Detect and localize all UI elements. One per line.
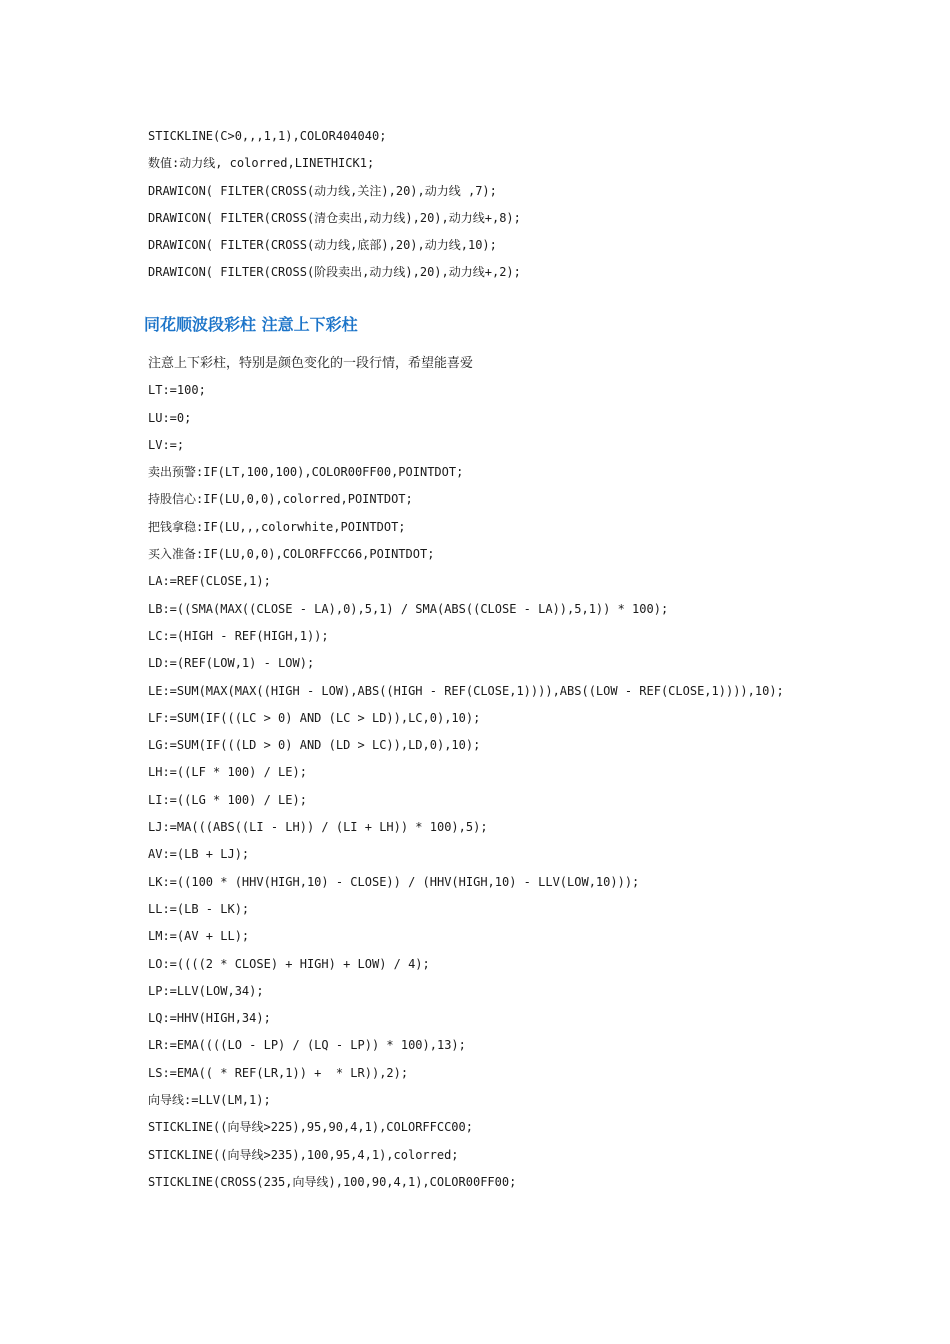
code-line: 卖出预警:IF(LT,100,100),COLOR00FF00,POINTDOT; (148, 465, 464, 480)
code-line: LT:=100; (148, 383, 206, 398)
code-line: LL:=(LB - LK); (148, 901, 250, 916)
code-line: LS:=EMA(( * REF(LR,1)) + * LR)),2); (148, 1065, 409, 1080)
code-line: DRAWICON( FILTER(CROSS(动力线,底部),20),动力线,10); (148, 238, 497, 253)
code-line: STICKLINE((向导线>235),100,95,4,1),colorred; (148, 1147, 459, 1162)
code-line: LM:=(AV + LL); (148, 929, 250, 944)
code-line: LV:=; (148, 437, 185, 452)
code-line: LE:=SUM(MAX(MAX((HIGH - LOW),ABS((HIGH - REF(CLOSE,1)))),ABS((LOW - REF(CLOSE,1)))),10); (148, 683, 784, 698)
code-line: 数值:动力线, colorred,LINETHICK1; (148, 156, 375, 171)
code-line: STICKLINE((向导线>225),95,90,4,1),COLORFFCC00; (148, 1120, 473, 1135)
formula-code-block-1 (148, 123, 908, 287)
code-line: 向导线:=LLV(LM,1); (148, 1093, 271, 1108)
code-line: 买入准备:IF(LU,0,0),COLORFFCC66,POINTDOT; (148, 547, 435, 562)
section-heading: 同花顺波段彩柱 注意上下彩柱 (144, 315, 358, 334)
code-line: LU:=0; (148, 410, 192, 425)
code-line: DRAWICON( FILTER(CROSS(阶段卖出,动力线),20),动力线+,2); (148, 265, 521, 280)
code-line: LF:=SUM(IF(((LC > 0) AND (LC > LD)),LC,0),10); (148, 710, 481, 725)
code-line: LO:=((((2 * CLOSE) + HIGH) + LOW) / 4); (148, 956, 430, 971)
code-line: DRAWICON( FILTER(CROSS(清仓卖出,动力线),20),动力线+,8); (148, 210, 521, 225)
code-line: LK:=((100 * (HHV(HIGH,10) - CLOSE)) / (HHV(HIGH,10) - LLV(LOW,10))); (148, 874, 640, 889)
code-line: LB:=((SMA(MAX((CLOSE - LA),0),5,1) / SMA(ABS((CLOSE - LA)),5,1)) * 100); (148, 601, 669, 616)
code-line: LG:=SUM(IF(((LD > 0) AND (LD > LC)),LD,0),10); (148, 738, 481, 753)
code-line: LA:=REF(CLOSE,1); (148, 574, 271, 589)
code-line: LQ:=HHV(HIGH,34); (148, 1011, 271, 1026)
code-line: AV:=(LB + LJ); (148, 847, 250, 862)
code-line: LH:=((LF * 100) / LE); (148, 765, 307, 780)
code-line: LJ:=MA(((ABS((LI - LH)) / (LI + LH)) * 100),5); (148, 820, 488, 835)
code-line: 持股信心:IF(LU,0,0),colorred,POINTDOT; (148, 492, 413, 507)
code-line: DRAWICON( FILTER(CROSS(动力线,关注),20),动力线 ,7); (148, 183, 497, 198)
code-line: LP:=LLV(LOW,34); (148, 983, 264, 998)
code-line: LC:=(HIGH - REF(HIGH,1)); (148, 628, 329, 643)
formula-code-block-2 (148, 350, 908, 1196)
code-line: STICKLINE(C>0,,,1,1),COLOR404040; (148, 129, 387, 143)
code-line: LD:=(REF(LOW,1) - LOW); (148, 656, 315, 671)
code-line: LI:=((LG * 100) / LE); (148, 792, 307, 807)
code-line: 把钱拿稳:IF(LU,,,colorwhite,POINTDOT; (148, 519, 406, 534)
code-line: STICKLINE(CROSS(235,向导线),100,90,4,1),COLOR00FF00; (148, 1174, 517, 1189)
section-intro-text: 注意上下彩柱，特别是颜色变化的一段行情，希望能喜爱 (148, 356, 474, 371)
code-line: LR:=EMA((((LO - LP) / (LQ - LP)) * 100),13); (148, 1038, 466, 1053)
